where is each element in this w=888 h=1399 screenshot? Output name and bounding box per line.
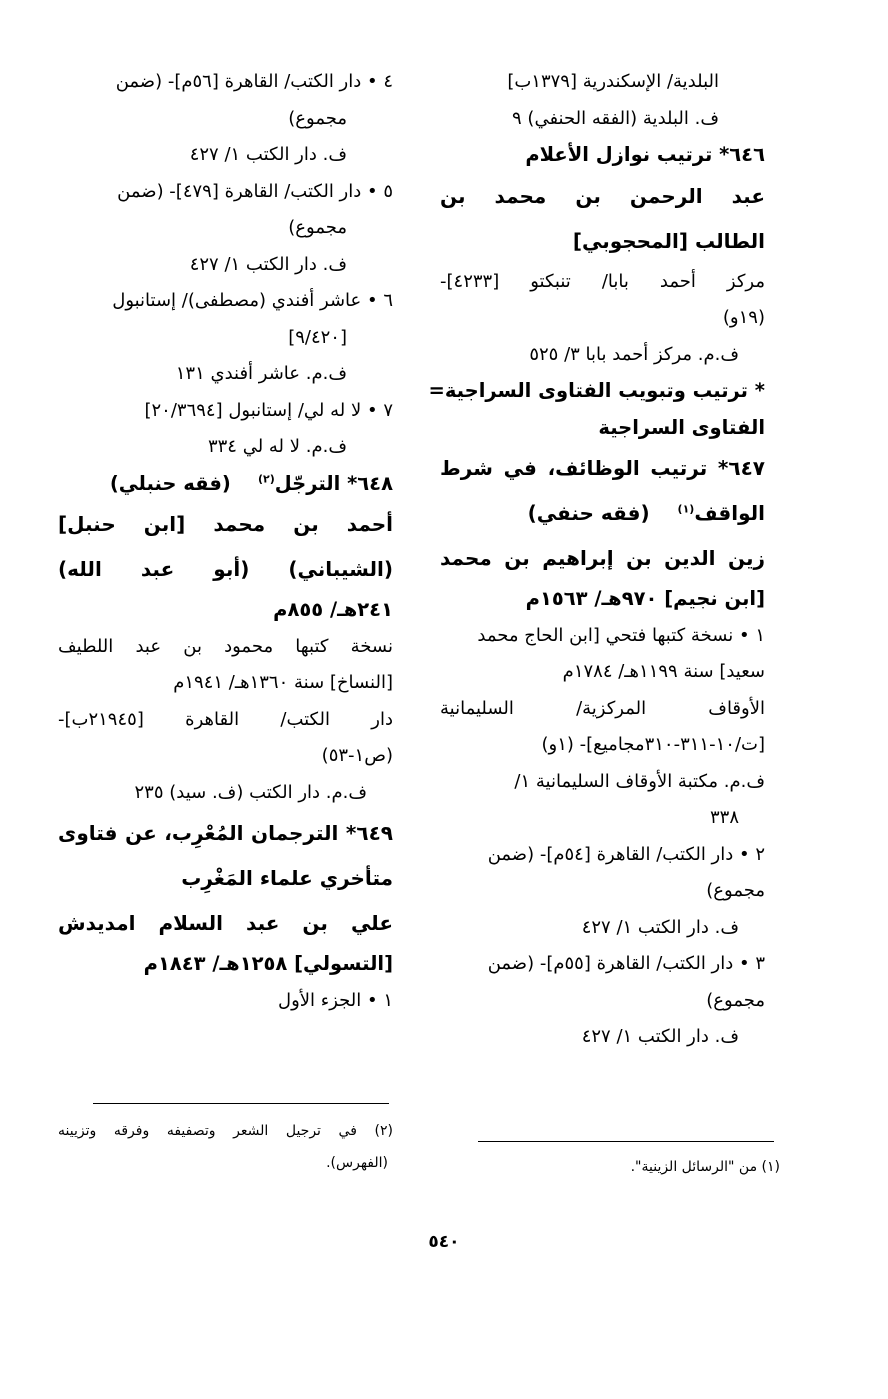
line-text: مركز أحمد بابا/ تنبكتو [٤٢٣٣]- bbox=[440, 270, 765, 292]
right-column-line bbox=[440, 837, 765, 874]
left-column-line bbox=[58, 210, 393, 247]
left-column-line bbox=[58, 702, 393, 739]
line-text: ف.م. مكتبة الأوقاف السليمانية ١/ bbox=[514, 770, 765, 792]
line-text: ٤ • دار الكتب/ القاهرة [٥٦م]- (ضمن bbox=[115, 71, 393, 92]
line-text: نسخة كتبها محمود بن عبد اللطيف bbox=[58, 635, 393, 657]
footnote-left-line2: (الفهرس). bbox=[326, 1155, 388, 1171]
subject-tag: (فقه حنبلي) bbox=[109, 471, 231, 495]
right-column-line bbox=[440, 264, 765, 301]
footnote-marker: (٢) bbox=[257, 472, 275, 485]
left-column-line bbox=[58, 665, 393, 702]
right-column-line bbox=[440, 618, 765, 655]
left-column-line bbox=[58, 101, 393, 138]
line-text: ٦٤٧* ترتيب الوظائف، في شرط bbox=[440, 456, 765, 480]
right-column bbox=[428, 64, 765, 1056]
right-column-line bbox=[440, 137, 765, 174]
line-text: ٦ • عاشر أفندي (مصطفى)/ إستانبول bbox=[112, 290, 393, 311]
right-column-line bbox=[440, 654, 765, 691]
right-column-line bbox=[440, 946, 765, 983]
line-text: * ترتيب وتبويب الفتاوى السراجية= bbox=[428, 379, 765, 402]
line-text: سعيد] سنة ١١٩٩هـ/ ١٧٨٤م bbox=[562, 661, 765, 682]
line-text: ٢ • دار الكتب/ القاهرة [٥٤م]- (ضمن bbox=[487, 843, 765, 865]
line-text: دار الكتب/ القاهرة [٢١٩٤٥ب]- bbox=[58, 708, 393, 730]
right-column-line bbox=[440, 219, 765, 264]
footnote-left-line1: (٢) في ترجيل الشعر وتصفيفه وفرقه وتزيينه bbox=[58, 1123, 393, 1139]
right-column-line bbox=[440, 910, 765, 947]
line-text: ف.م. مركز أحمد بابا ٣/ ٥٢٥ bbox=[529, 343, 739, 365]
right-column-line bbox=[440, 337, 765, 374]
line-text: [٩/٤٢٠] bbox=[288, 326, 347, 348]
line-text: ف. دار الكتب ١/ ٤٢٧ bbox=[189, 253, 347, 275]
line-text: مجموع) bbox=[706, 989, 765, 1011]
line-text: ف. البلدية (الفقه الحنفي) ٩ bbox=[512, 107, 719, 129]
left-column-line bbox=[58, 502, 393, 547]
page-number: ٥٤٠ bbox=[428, 1232, 460, 1252]
left-column-line bbox=[58, 629, 393, 666]
right-column-line bbox=[440, 410, 765, 447]
right-column-line bbox=[440, 101, 765, 138]
line-text: ٧ • لا له لي/ إستانبول [٢٠/٣٦٩٤] bbox=[144, 399, 393, 421]
subject-tag: (فقه حنفي) bbox=[527, 501, 650, 525]
line-text: (ص١-٥٣) bbox=[321, 745, 393, 766]
line-text: [ابن نجيم] ٩٧٠هـ/ ١٥٦٣م bbox=[525, 587, 765, 610]
line-text: ١ • نسخة كتبها فتحي [ابن الحاج محمد bbox=[477, 624, 765, 646]
line-text: ف.م. دار الكتب (ف. سيد) ٢٣٥ bbox=[134, 781, 367, 803]
line-text: الفتاوى السراجية bbox=[598, 415, 765, 439]
right-column-line bbox=[428, 373, 765, 410]
left-column-line bbox=[58, 429, 393, 466]
left-column-line bbox=[58, 393, 393, 430]
right-column-line bbox=[440, 64, 765, 101]
line-text: البلدية/ الإسكندرية [١٣٧٩ب] bbox=[507, 71, 719, 92]
line-text: (الشيباني) (أبو عبد الله) bbox=[58, 557, 393, 581]
line-text: ١ • الجزء الأول bbox=[278, 989, 393, 1011]
line-text: [التسولي] ١٢٥٨هـ/ ١٨٤٣م bbox=[143, 952, 393, 975]
left-column-line bbox=[58, 983, 393, 1020]
left-column-line bbox=[58, 856, 393, 901]
line-text: أحمد بن محمد [ابن حنبل] bbox=[58, 512, 393, 536]
line-text: مجموع) bbox=[706, 880, 765, 901]
right-column-line bbox=[440, 691, 765, 728]
footnote-rule-left bbox=[93, 1103, 389, 1104]
left-column-line bbox=[58, 320, 393, 357]
line-text: ف. دار الكتب ١/ ٤٢٧ bbox=[581, 1026, 739, 1047]
line-text: ٣٣٨ bbox=[709, 807, 739, 828]
line-text: ف.م. لا له لي ٣٣٤ bbox=[207, 436, 347, 457]
left-column-line bbox=[58, 356, 393, 393]
line-text: الطالب [المحجوبي] bbox=[572, 228, 765, 253]
right-column-line bbox=[440, 446, 765, 491]
footnote-right: (١) من "الرسائل الزينية". bbox=[630, 1159, 780, 1175]
left-column-line bbox=[58, 738, 393, 775]
right-column-line bbox=[440, 873, 765, 910]
line-text: ٥ • دار الكتب/ القاهرة [٤٧٩]- (ضمن bbox=[117, 180, 393, 202]
right-column-line bbox=[440, 491, 765, 536]
line-text: ٣ • دار الكتب/ القاهرة [٥٥م]- (ضمن bbox=[487, 953, 765, 974]
left-column-line bbox=[58, 811, 393, 856]
right-column-line bbox=[440, 983, 765, 1020]
left-column-line bbox=[58, 247, 393, 284]
line-text: مجموع) bbox=[288, 107, 347, 129]
left-column-line bbox=[58, 64, 393, 101]
right-column-line bbox=[440, 764, 765, 801]
line-text: ٢٤١هـ/ ٨٥٥م bbox=[273, 598, 393, 621]
right-column-line bbox=[440, 536, 765, 581]
right-column-line bbox=[440, 300, 765, 337]
line-text: ٦٤٩* الترجمان المُعْرِب، عن فتاوى bbox=[58, 821, 393, 845]
left-column-line bbox=[58, 283, 393, 320]
left-column-line bbox=[58, 174, 393, 211]
line-text: [ت/١٠-٣١١-٣١٠مجاميع]- (١و) bbox=[541, 734, 765, 755]
left-column-line bbox=[58, 901, 393, 946]
line-text: علي بن عبد السلام امديدش bbox=[58, 911, 393, 935]
line-text: ف. دار الكتب ١/ ٤٢٧ bbox=[581, 916, 739, 938]
line-text: (١٩و) bbox=[722, 307, 765, 328]
line-text: الأوقاف المركزية/ السليمانية bbox=[440, 697, 765, 719]
line-text: ٦٤٨* الترجّل bbox=[274, 471, 393, 495]
right-column-line bbox=[440, 1019, 765, 1056]
line-text: الواقف bbox=[694, 501, 765, 525]
line-text: ف. دار الكتب ١/ ٤٢٧ bbox=[189, 144, 347, 165]
line-text: [النساخ] سنة ١٣٦٠هـ/ ١٩٤١م bbox=[173, 672, 393, 693]
left-column-line bbox=[58, 547, 393, 592]
right-column-line bbox=[440, 581, 765, 618]
left-column-line bbox=[58, 946, 393, 983]
line-text: مجموع) bbox=[288, 217, 347, 238]
left-column-line bbox=[58, 137, 393, 174]
right-column-line bbox=[440, 800, 765, 837]
right-column-line bbox=[440, 727, 765, 764]
line-text: عبد الرحمن بن محمد بن bbox=[440, 183, 765, 208]
left-column bbox=[58, 64, 393, 1019]
left-column-line bbox=[58, 466, 393, 503]
right-column-line bbox=[440, 174, 765, 219]
line-text: زين الدين بن إبراهيم بن محمد bbox=[440, 546, 765, 570]
line-text: ف.م. عاشر أفندي ١٣١ bbox=[175, 363, 347, 384]
left-column-line bbox=[58, 592, 393, 629]
footnote-marker: (١) bbox=[677, 502, 695, 516]
line-text: ٦٤٦* ترتيب نوازل الأعلام bbox=[525, 143, 765, 166]
line-text: متأخري علماء المَغْرِب bbox=[181, 866, 393, 890]
footnote-rule-right bbox=[478, 1141, 774, 1142]
left-column-line bbox=[58, 775, 393, 812]
